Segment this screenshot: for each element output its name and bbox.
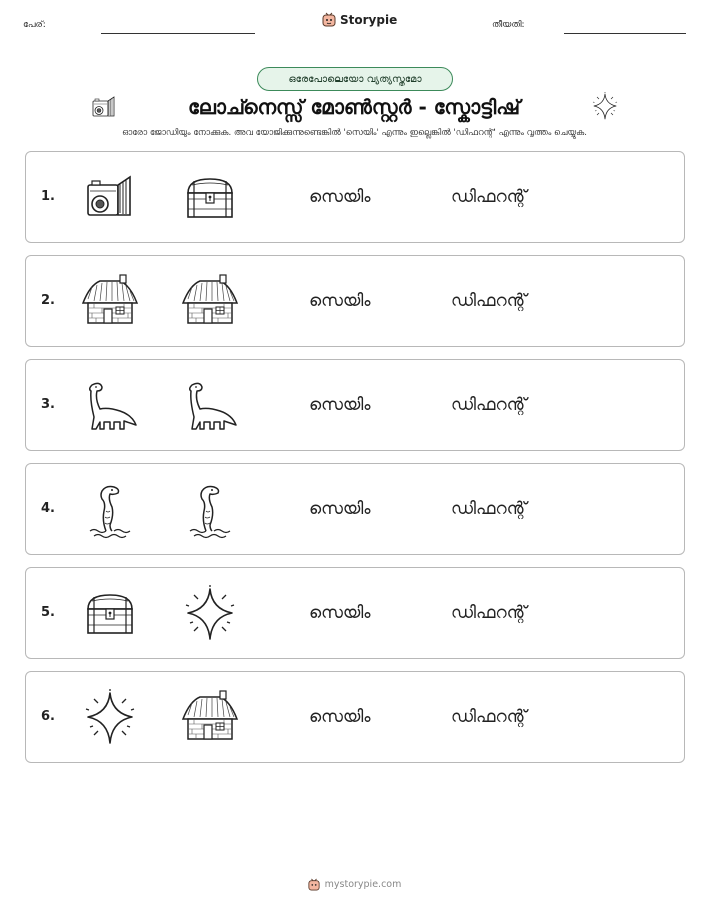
instructions: ഓരോ ജോഡിയും നോക്കുക. അവ യോജിക്കുന്നുണ്ടെങ്കിൽ 'സെയിം' എന്നും ഇല്ലെങ്കിൽ 'ഡിഫറന്റ്' എന്നും വൃത്തം ചെയ്യുക. bbox=[122, 128, 587, 138]
question-number: 6. bbox=[41, 709, 55, 724]
option-same[interactable]: സെയിം bbox=[309, 499, 371, 519]
question-row bbox=[25, 463, 685, 555]
treasure-chest-icon bbox=[180, 169, 240, 227]
option-same[interactable]: സെയിം bbox=[309, 395, 371, 415]
question-number: 1. bbox=[41, 189, 55, 204]
sea-serpent-icon bbox=[180, 481, 240, 539]
brand-name: Storypie bbox=[340, 12, 398, 27]
worksheet-header bbox=[0, 0, 709, 50]
question-number: 2. bbox=[41, 293, 55, 308]
option-same[interactable]: സെയിം bbox=[309, 291, 371, 311]
worksheet-badge: ഒരേപോലെയോ വ്യത്യസ്തമോ bbox=[257, 67, 453, 91]
option-different[interactable]: ഡിഫറന്റ് bbox=[451, 395, 527, 415]
option-same[interactable]: സെയിം bbox=[309, 707, 371, 727]
dinosaur-icon bbox=[180, 377, 240, 435]
option-same[interactable]: സെയിം bbox=[309, 603, 371, 623]
dinosaur-icon bbox=[80, 377, 140, 435]
storypie-logo-icon bbox=[308, 878, 320, 891]
option-different[interactable]: ഡിഫറന്റ് bbox=[451, 499, 527, 519]
camera-icon bbox=[80, 169, 140, 227]
option-different[interactable]: ഡിഫറന്റ് bbox=[451, 603, 527, 623]
option-different[interactable]: ഡിഫറന്റ് bbox=[451, 707, 527, 727]
cottage-icon bbox=[80, 273, 140, 331]
footer-url[interactable]: mystorypie.com bbox=[324, 879, 402, 890]
cottage-icon bbox=[180, 689, 240, 747]
question-number: 5. bbox=[41, 605, 55, 620]
sea-serpent-icon bbox=[80, 481, 140, 539]
cottage-icon bbox=[180, 273, 240, 331]
date-label: തീയതി: bbox=[492, 20, 525, 30]
treasure-chest-icon bbox=[80, 585, 140, 643]
option-different[interactable]: ഡിഫറന്റ് bbox=[451, 187, 527, 207]
option-different[interactable]: ഡിഫറന്റ് bbox=[451, 291, 527, 311]
camera-icon bbox=[89, 93, 119, 123]
sparkle-icon bbox=[80, 689, 140, 747]
name-label: പേര്: bbox=[23, 20, 46, 30]
footer bbox=[0, 878, 709, 891]
question-number: 4. bbox=[41, 501, 55, 516]
question-row bbox=[25, 151, 685, 243]
brand bbox=[322, 12, 397, 27]
date-line[interactable] bbox=[564, 33, 686, 34]
sparkle-icon bbox=[180, 585, 240, 643]
option-same[interactable]: സെയിം bbox=[309, 187, 371, 207]
question-row bbox=[25, 671, 685, 763]
sparkle-icon bbox=[590, 92, 620, 122]
question-row bbox=[25, 255, 685, 347]
page-title: ലോച്നെസ്സ് മോൺസ്റ്റർ - സ്കോട്ടിഷ് bbox=[188, 95, 520, 119]
question-number: 3. bbox=[41, 397, 55, 412]
title-row bbox=[0, 90, 709, 124]
name-line[interactable] bbox=[101, 33, 255, 34]
question-row bbox=[25, 359, 685, 451]
storypie-logo-icon bbox=[322, 12, 336, 27]
question-row bbox=[25, 567, 685, 659]
